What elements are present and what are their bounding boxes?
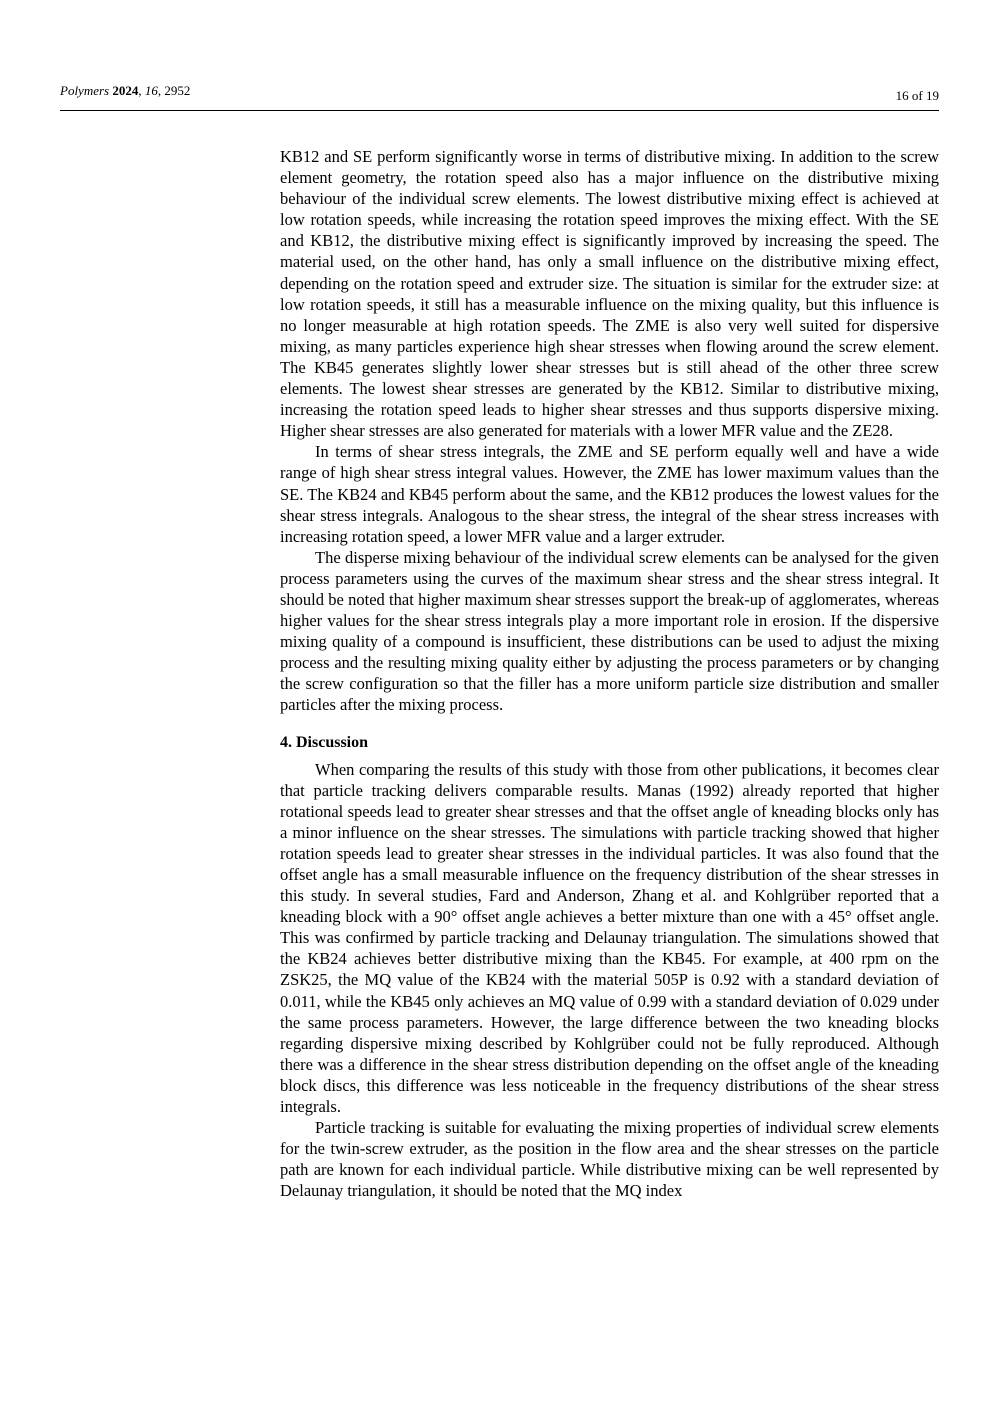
journal-year: 2024 (112, 83, 139, 98)
journal-citation: Polymers 2024, 16, 2952 (60, 83, 191, 98)
journal-volume: 16 (144, 83, 158, 98)
page-header (60, 80, 939, 111)
article-number: 2952 (164, 83, 191, 98)
page-number: 16 of 19 (895, 88, 939, 103)
discussion-paragraph-2: Particle tracking is suitable for evaluating the mixing properties of individual screw elements for the twin-screw extruder, as the position in the flow area and the shear stresses on the particle path are known for each individual particle. While distributive mixing can be well represented by Delaunay triangulation, it should be noted that the MQ index (280, 1118, 939, 1201)
results-paragraph-1: KB12 and SE perform significantly worse in terms of distributive mixing. In addition to the screw element geometry, the rotation speed also has a major influence on the distributive mixing behaviour of the individual screw elements. The lowest distributive mixing effect is achieved at low rotation speeds, while increasing the rotation speed improves the mixing effect. With the SE and KB12, the distributive mixing effect is significantly improved by increasing the speed. The material used, on the other hand, has only a small influence on the distributive mixing effect, depending on the rotation speed and extruder size. The situation is similar for the extruder size: at low rotation speeds, it still has a measurable influence on the mixing quality, but this influence is no longer measurable at high rotation speeds. The ZME is also very well suited for dispersive mixing, as many particles experience high shear stresses when flowing around the screw element. The KB45 generates slightly lower shear stresses but is still ahead of the other three screw elements. The lowest shear stresses are generated by the KB12. Similar to distributive mixing, increasing the rotation speed leads to higher shear stresses and thus supports dispersive mixing. Higher shear stresses are also generated for materials with a lower MFR value and the ZE28. (280, 147, 939, 441)
article-body (280, 146, 939, 1202)
results-paragraph-3: The disperse mixing behaviour of the individual screw elements can be analysed for the given process parameters using the curves of the maximum shear stress and the shear stress integral. It should be noted that higher maximum shear stresses support the break-up of agglomerates, whereas higher values for the shear stress integrals play a more important role in erosion. If the dispersive mixing quality of a compound is insufficient, these distributions can be used to adjust the mixing process and the resulting mixing quality either by adjusting the process parameters or by changing the screw configuration so that the filler has a more uniform particle size distribution and smaller particles after the mixing process. (280, 547, 939, 715)
section-heading-discussion: 4. Discussion (280, 733, 369, 751)
journal-name: Polymers (60, 83, 110, 98)
discussion-paragraph-1: When comparing the results of this study with those from other publications, it becomes clear that particle tracking delivers comparable results. Manas (1992) already reported that higher rotational speeds lead to greater shear stresses and that the offset angle of kneading blocks only has a minor influence on the shear stresses. The simulations with particle tracking showed that higher rotation speeds lead to greater shear stresses in the individual particles. It was also found that the offset angle has a small measurable influence on the frequency distribution of the shear stresses in this study. In several studies, Fard and Anderson, Zhang et al. and Kohlgrüber reported that a kneading block with a 90° offset angle achieves a better mixture than one with a 45° offset angle. This was confirmed by particle tracking and Delaunay triangulation. The simulations showed that the KB24 achieves better distributive mixing than the KB45. For example, at 400 rpm on the ZSK25, the MQ value of the KB24 with the material 505P is 0.92 with a standard deviation of 0.011, while the KB45 only achieves an MQ value of 0.99 with a standard deviation of 0.029 under the same process parameters. However, the large difference between the two kneading blocks regarding dispersive mixing described by Kohlgrüber could not be fully reproduced. Although there was a difference in the shear stress distribution depending on the offset angle of the kneading block discs, this difference was less noticeable in the frequency distributions of the shear stress integrals. (280, 759, 939, 1117)
results-paragraph-2: In terms of shear stress integrals, the ZME and SE perform equally well and have a wide range of high shear stress integral values. However, the ZME has lower maximum values than the SE. The KB24 and KB45 perform about the same, and the KB12 produces the lowest values for the shear stress integrals. Analogous to the shear stress, the integral of the shear stress increases with increasing rotation speed, a lower MFR value and a larger extruder. (280, 442, 939, 546)
